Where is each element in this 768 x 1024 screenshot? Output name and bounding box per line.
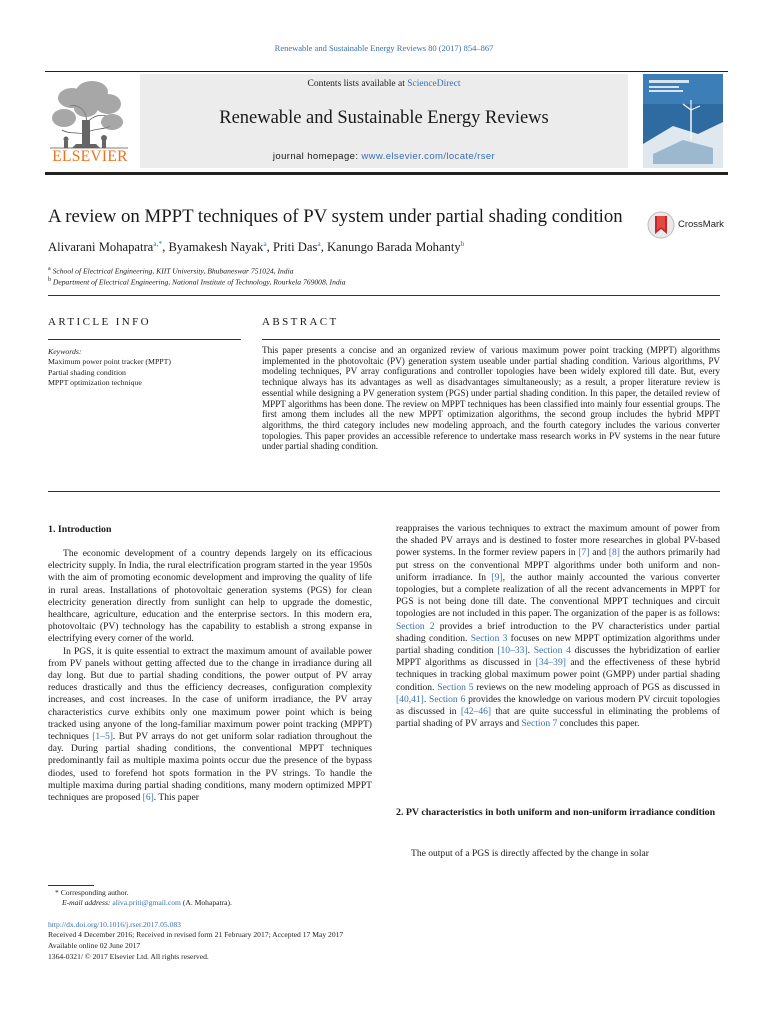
reference-link[interactable]: [10–33] xyxy=(497,645,528,657)
section-link[interactable]: Section 4 xyxy=(533,645,571,657)
paragraph-text: provides a brief introduction to the PV characteristics under partial shading condition. xyxy=(396,620,721,644)
paper-title: A review on MPPT techniques of PV system under partial shading condition xyxy=(48,206,623,227)
paragraph-text: concludes this paper. xyxy=(557,718,640,730)
affiliation-rule xyxy=(48,295,720,296)
paragraph-text: focuses on new MPPT optimization algorithms under partial shading condition xyxy=(396,632,721,657)
paragraph: The output of a PGS is directly affected by the change in solar xyxy=(411,848,649,859)
doi-url[interactable]: http://dx.doi.org/10.1016/j.rser.2017.05.083 xyxy=(48,920,181,929)
crossmark-badge[interactable] xyxy=(647,210,747,242)
abstract-body: This paper presents a concise and an organized review of various maximum power point tracking (MPPT) algorithms implemented in the photovoltaic (PV) generation system useable under partial shading condition. Various algorithms, PV modeling techniques, PV array configurations and controller topologies have been widely explored till date. But, every technique always has its advantages as well as disadvantages simultaneously; as a result, a proper literature review is essential while designing a PV generation system (PGS) under partial shading condition. In this paper, the detailed review of MPPT algorithms has been done. The review on MPPT techniques has been classified into mainly four essential groups. The first among them includes all the new MPPT optimization algorithms, the second group includes the hybrid MPPT algorithms, the third category includes new modeling approach, and the fourth category includes the various converter topologies. This paper provides an accessible reference to undertake mass research works in PV systems in the near future under partial shading condition. xyxy=(262,345,720,452)
journal-homepage-link[interactable]: www.elsevier.com/locate/rser xyxy=(361,151,496,162)
author-affiliation-mark[interactable]: a,* xyxy=(153,239,163,248)
keywords-list xyxy=(48,357,171,389)
section-link[interactable]: Section 7 xyxy=(521,718,558,730)
paragraph-text: that are quite successful in eliminating the problems of partial shading of PV arrays and xyxy=(396,706,720,730)
article-info-rule xyxy=(48,339,241,340)
section-heading-introduction: 1. Introduction xyxy=(48,524,112,535)
author-affiliation-mark[interactable]: a xyxy=(317,239,321,248)
keyword-item: Maximum power point tracker (MPPT) xyxy=(48,357,171,366)
elsevier-wordmark: ELSEVIER xyxy=(52,148,128,165)
journal-homepage-line xyxy=(140,151,628,162)
crossmark-label: CrossMark xyxy=(678,219,724,230)
online-date: Available online 02 June 2017 xyxy=(48,941,141,950)
paragraph xyxy=(396,523,720,730)
reference-link[interactable]: [34–39] xyxy=(535,657,566,669)
reference-link[interactable]: [7] xyxy=(578,547,590,559)
paragraph-text: . xyxy=(527,645,534,657)
reference-link[interactable]: [8] xyxy=(608,547,620,559)
footnote-rule xyxy=(48,885,94,886)
affiliation-mark: b xyxy=(48,277,51,283)
contents-prefix: Contents lists available at xyxy=(307,79,408,89)
paragraph-text: and xyxy=(589,547,609,559)
abstract-heading: ABSTRACT xyxy=(262,316,339,328)
affiliation-mark: a xyxy=(48,266,51,272)
paragraph-text: . But PV arrays do not get uniform solar radiation throughout the day. During partial shading conditions, the conventional MPPT techniques predominantly fail as multiple maxima points occur due the presence of the bypass diodes, used to forefend hot spots formation in the PV strings. To handle the multiple maxima during partial shading conditions, many modern optimized MPPT techniques are proposed xyxy=(48,731,372,804)
header-top-rule xyxy=(45,71,728,72)
contents-available-line xyxy=(140,79,628,89)
header-bottom-rule xyxy=(45,172,728,175)
reference-link[interactable]: [6] xyxy=(142,792,154,804)
section-link[interactable]: Section 6 xyxy=(429,693,466,705)
paragraph-text: . This paper xyxy=(153,792,199,804)
corresponding-author-note: * Corresponding author. xyxy=(55,888,129,897)
paragraph-text: reappraises the various techniques to extract the maximum amount of power from the shaded PV arrays and is destined to foster more researches in global PV-based power systems. In the former review papers in xyxy=(396,523,720,559)
reference-link[interactable]: [1–5] xyxy=(92,731,113,743)
copyright-line: 1364-0321/ © 2017 Elsevier Ltd. All rights reserved. xyxy=(48,952,209,961)
section-heading-pv-characteristics: 2. PV characteristics in both uniform and non-uniform irradiance condition xyxy=(396,807,716,818)
paragraph-text: reviews on the new modeling approach of PGS as discussed in xyxy=(473,681,721,693)
journal-cover-art xyxy=(643,74,723,168)
crossmark-icon xyxy=(647,210,675,240)
paragraph-text: discusses the hybridization of earlier MPPT algorithms as discussed in xyxy=(396,645,720,669)
paragraph xyxy=(48,646,372,805)
body-column-right-continued xyxy=(396,848,720,860)
email-label: E-mail address: xyxy=(62,898,113,907)
journal-citation-link[interactable]: Renewable and Sustainable Energy Reviews 80 (2017) 854–867 xyxy=(274,43,494,53)
abstract-bottom-rule xyxy=(48,491,720,492)
reference-link[interactable]: [9] xyxy=(491,571,503,583)
author-list: Alivarani Mohapatra$^{a,*}$, Byamakesh Nayak$^a$, Priti Das$^a$, Kanungo Barada Mohanty$^b$ xyxy=(48,239,465,255)
reference-link[interactable]: [40,41] xyxy=(396,693,424,705)
journal-title: Renewable and Sustainable Energy Reviews xyxy=(219,108,549,128)
affiliation-b xyxy=(48,277,346,287)
author-name: Alivarani Mohapatra xyxy=(48,240,154,255)
keyword-item: MPPT optimization technique xyxy=(48,378,142,388)
reference-link[interactable]: [42–46] xyxy=(460,706,492,718)
email-link[interactable]: aliva.priti@gmail.com xyxy=(112,898,181,907)
keyword-item: Partial shading condition xyxy=(48,367,126,377)
email-note xyxy=(62,898,232,908)
body-column-right xyxy=(396,523,720,730)
paragraph-text: the authors primarily had put stress on the conventional MPPT algorithms under both uniform and non-uniform irradiance. In xyxy=(396,547,721,583)
section-link[interactable]: Section 5 xyxy=(437,681,474,693)
doi-link[interactable] xyxy=(48,920,181,930)
affiliation-a xyxy=(48,266,294,276)
article-info-heading: ARTICLE INFO xyxy=(48,316,151,328)
homepage-prefix: journal homepage: xyxy=(272,151,362,162)
affiliation-text: Department of Electrical Engineering, National Institute of Technology, Rourkela 769008, India xyxy=(52,277,346,287)
body-column-left xyxy=(48,548,372,804)
paragraph-text: provides the knowledge on various modern PV circuit topologies as discussed in xyxy=(396,693,721,718)
paragraph-text: , the author mainly accounted the various converter topologies, but a complete realization of all the recent advancements in MPPT for PGS is not being done till date. The conventional MPPT techniques and circuit topologies are not included in this paper. The organization of the paper is as follows: xyxy=(396,571,720,620)
author-affiliation-mark[interactable]: a xyxy=(263,239,267,248)
paragraph-text: and the effectiveness of these hybrid techniques in tracking global maximum power point (GMPP) under partial shading condition. xyxy=(396,657,721,693)
author-name: Byamakesh Nayak xyxy=(168,240,264,255)
paragraph-text: . xyxy=(423,693,430,705)
received-dates: Received 4 December 2016; Received in revised form 21 February 2017; Accepted 17 May 2017 xyxy=(48,930,344,939)
keywords-label: Keywords: xyxy=(48,347,82,356)
paragraph: The economic development of a country depends largely on its efficacious electricity supply. In India, the rural electrification program started in the year 1950s with the aim of promoting economic development and improving the quality of life in rural areas. Installations of photovoltaic generation systems (PGS) for clean electricity generation directly from sunlight can help to upgrade the domestic, healthcare, agriculture, education and the enterprise sectors. In this modern era, photovoltaic (PV) technology has the capability to establish a strong expanse in electrifying every corner of the world. xyxy=(48,548,372,645)
sciencedirect-link[interactable]: ScienceDirect xyxy=(407,79,461,89)
abstract-rule xyxy=(262,339,720,340)
email-suffix: (A. Mohapatra). xyxy=(180,898,232,907)
author-affiliation-mark[interactable]: b xyxy=(460,239,465,248)
section-link[interactable]: Section 2 xyxy=(396,620,435,632)
paragraph-text: In PGS, it is quite essential to extract the maximum amount of available power from PV panels without getting affected due to the change in irradiance during all day long. But due to partial shading conditions, the power output of PV array reduces drastically and thus the efficiency decreases, configuration complexity increases, and cost increases. In the case of uniform irradiance, the PV array characteristics curve exhibits only one maximum power point which is being tracked using anyone of the long-familiar maximum power point tracking (MPPT) techniques xyxy=(48,645,372,743)
author-name: Priti Das xyxy=(272,240,318,255)
section-link[interactable]: Section 3 xyxy=(470,632,508,644)
author-name: Kanungo Barada Mohanty xyxy=(327,240,461,255)
journal-cover-thumbnail[interactable] xyxy=(643,74,723,168)
affiliation-text: School of Electrical Engineering, KIIT University, Bhubaneswar 751024, India xyxy=(52,266,294,276)
